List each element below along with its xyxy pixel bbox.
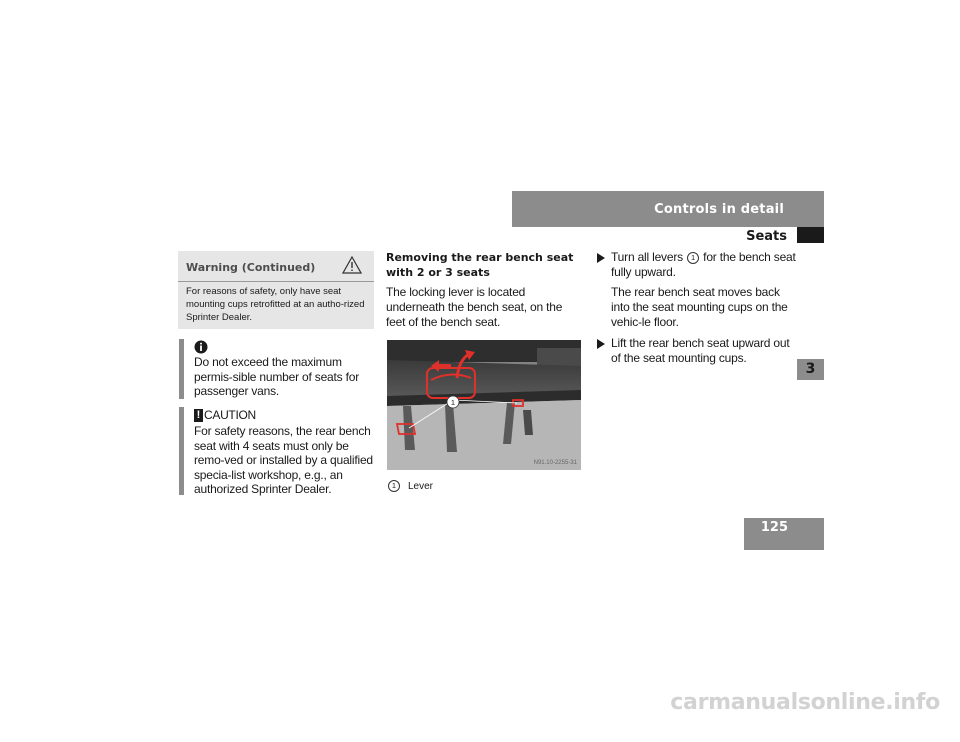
step-2-text: Lift the rear bench seat upward out of the seat mounting cups. xyxy=(611,336,790,365)
step-1-text-after: for the bench seat fully upward. xyxy=(611,250,796,279)
figure-callout: 1 xyxy=(450,398,456,407)
warning-title: Warning (Continued) xyxy=(186,261,316,274)
subsection-title: Seats xyxy=(746,229,787,244)
caution-note-bar xyxy=(179,407,184,495)
figure-code: N91.10-2255-31 xyxy=(533,460,577,466)
caption-text: Lever xyxy=(408,480,434,492)
step-2 xyxy=(597,336,797,366)
info-note-bar xyxy=(179,339,184,399)
instruction-steps xyxy=(597,250,797,366)
chapter-tab: 3 xyxy=(797,359,824,380)
watermark: carmanualsonline.info xyxy=(670,690,940,715)
step-1-result: The rear bench seat moves back into the seat mounting cups on the vehic-le floor. xyxy=(611,285,788,329)
step-arrow-icon xyxy=(597,253,605,263)
section-heading: Removing the rear bench seat with 2 or 3 seats xyxy=(386,251,574,279)
step-arrow-icon xyxy=(597,339,605,349)
section-title: Controls in detail xyxy=(654,202,784,217)
caution-note-text: For safety reasons, the rear bench seat with 4 seats must only be remo-ved or installed by a qualified specia-list workshop, e.g., an authorized Sprinter Dealer. xyxy=(194,424,373,496)
warning-divider xyxy=(178,281,374,282)
info-note-text: Do not exceed the maximum permis-sible number of seats for passenger vans. xyxy=(194,355,359,398)
warning-triangle-icon xyxy=(342,256,362,274)
step-1-callout: 1 xyxy=(687,252,699,264)
figure-caption xyxy=(388,480,433,492)
step-1-text-before: Turn all levers xyxy=(611,250,687,264)
caption-callout: 1 xyxy=(388,480,400,492)
info-icon xyxy=(194,340,208,354)
caution-header xyxy=(194,408,256,422)
page-number: 125 xyxy=(760,520,788,535)
section-intro: The locking lever is located underneath the bench seat, on the feet of the bench seat. xyxy=(386,285,563,329)
step-1 xyxy=(597,250,797,280)
header-marker xyxy=(797,227,824,243)
caution-label: CAUTION xyxy=(204,408,256,422)
warning-body: For reasons of safety, only have seat mounting cups retrofitted at an autho-rized Sprinter Dealer. xyxy=(186,286,365,323)
caution-exclamation-icon: ! xyxy=(194,409,203,422)
bench-seat-figure xyxy=(387,340,581,470)
